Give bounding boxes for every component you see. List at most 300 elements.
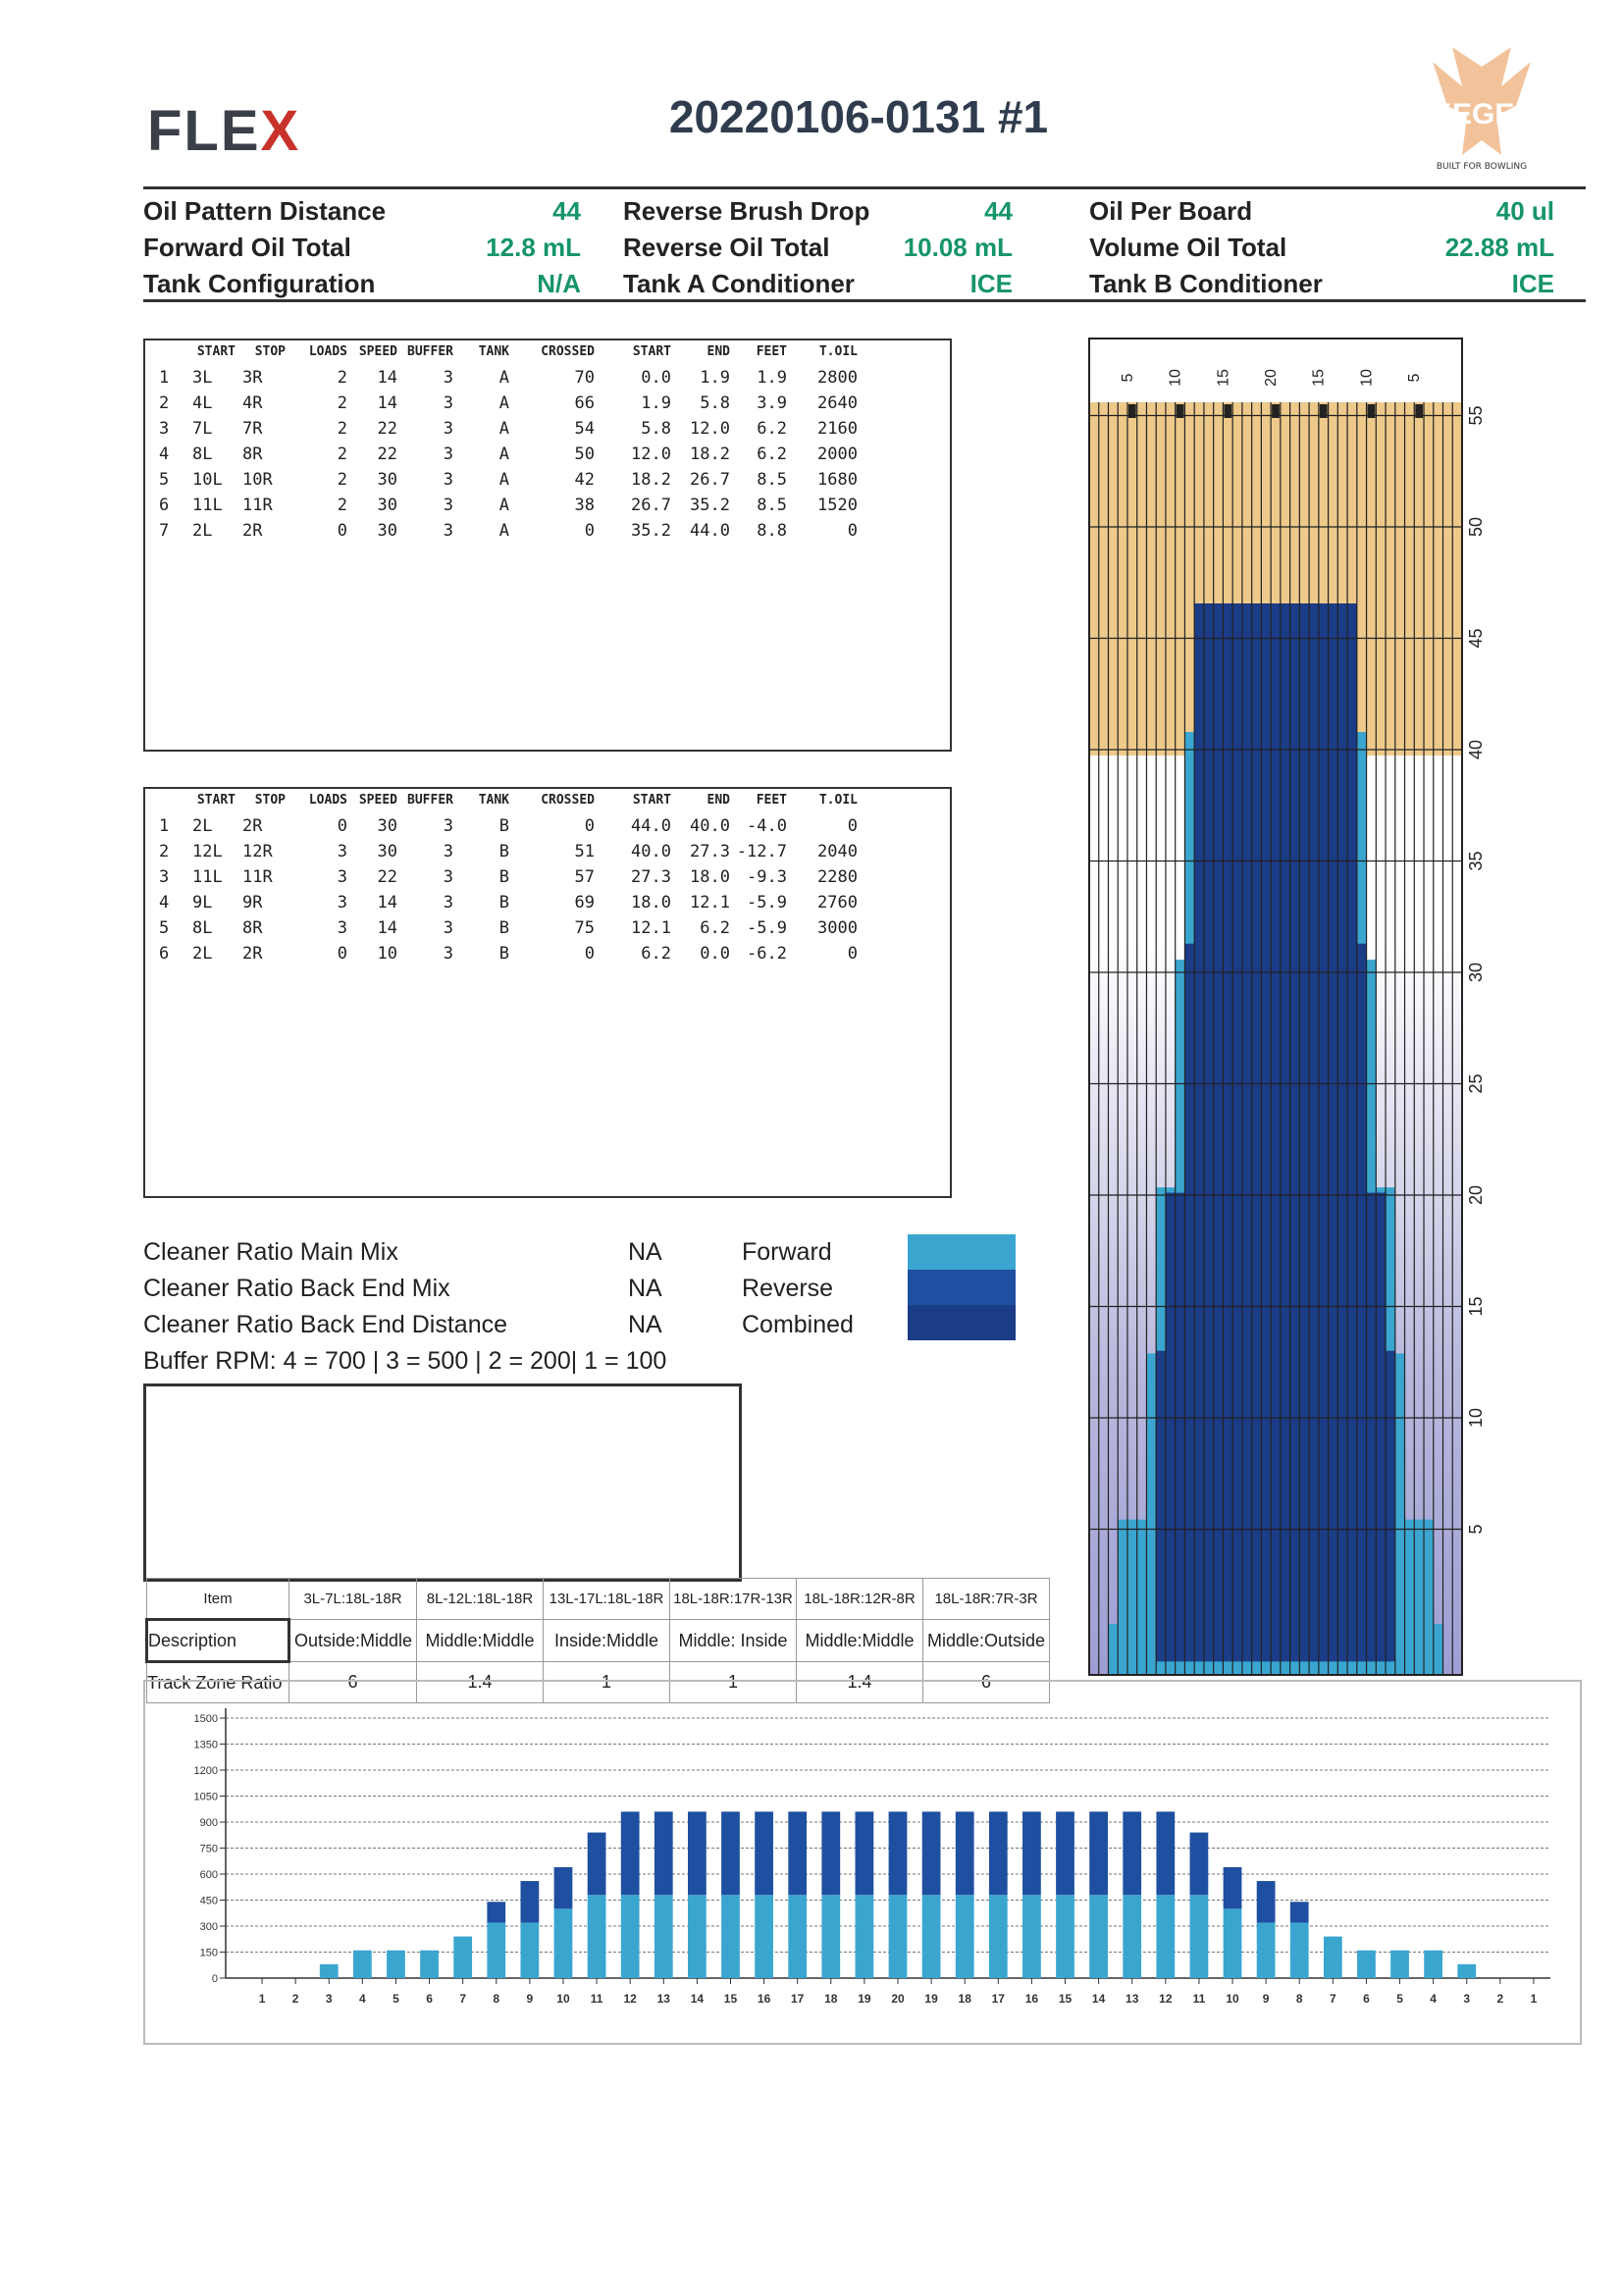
table-cell: 44.0 xyxy=(631,816,671,836)
chart-bar-reverse xyxy=(1123,1811,1141,1895)
table-cell: 18.0 xyxy=(690,867,730,887)
lane-distance-label: 30 xyxy=(1466,962,1486,983)
table-cell: A xyxy=(498,368,509,388)
zone-cell: Middle:Outside xyxy=(923,1620,1050,1662)
lane-reverse-oil xyxy=(1232,603,1242,1661)
chart-bar-forward xyxy=(1457,1964,1476,1978)
table-column-header: BUFFER xyxy=(407,793,453,808)
cleaner-back-value: NA xyxy=(628,1275,662,1302)
table-cell: 14 xyxy=(377,918,397,938)
table-cell: 18.2 xyxy=(690,444,730,464)
zone-cell: Outside:Middle xyxy=(289,1620,417,1662)
table-column-header: START xyxy=(632,344,671,359)
brand-name: KEGEL xyxy=(1431,98,1533,130)
table-cell: 26.7 xyxy=(690,470,730,490)
table-cell: A xyxy=(498,496,509,515)
chart-bar-forward xyxy=(688,1895,707,1978)
chart-bar-reverse xyxy=(487,1902,505,1922)
table-column-header: TANK xyxy=(478,793,509,808)
table-cell: 4 xyxy=(159,444,170,464)
table-column-header: CROSSED xyxy=(541,344,595,359)
chart-bar-forward xyxy=(387,1951,405,1978)
chart-x-tick-label: 2 xyxy=(1496,1992,1504,2006)
table-cell: 2 xyxy=(159,842,170,861)
legend-reverse-swatch xyxy=(908,1270,1016,1305)
table-cell: 0 xyxy=(337,521,347,541)
table-cell: 11L xyxy=(192,496,223,515)
table-cell: 8R xyxy=(242,918,263,938)
chart-x-tick-label: 2 xyxy=(291,1992,299,2006)
lane-reverse-oil xyxy=(1166,1193,1176,1662)
summary-label: Tank B Conditioner xyxy=(1089,269,1323,298)
table-cell: 30 xyxy=(377,816,397,836)
logo-x: X xyxy=(260,99,301,163)
cleaner-dist-label: Cleaner Ratio Back End Distance xyxy=(143,1311,508,1338)
table-column-header: T.OIL xyxy=(818,793,858,808)
chart-x-tick-label: 13 xyxy=(656,1992,670,2006)
table-cell: 27.3 xyxy=(631,867,671,887)
chart-bar-reverse xyxy=(989,1811,1008,1895)
chart-y-tick-label: 750 xyxy=(199,1843,218,1855)
table-cell: 14 xyxy=(377,368,397,388)
table-cell: 2R xyxy=(242,944,263,964)
brand-tagline: BUILT FOR BOWLING xyxy=(1436,162,1528,172)
chart-bar-reverse xyxy=(721,1811,740,1895)
lane-distance-label: 45 xyxy=(1466,628,1486,649)
table-cell: 6.2 xyxy=(757,419,787,439)
table-cell: 2760 xyxy=(817,893,858,913)
lane-distance-label: 10 xyxy=(1466,1407,1486,1429)
lane-distance-label: 15 xyxy=(1466,1296,1486,1317)
chart-x-tick-label: 6 xyxy=(426,1992,433,2006)
chart-bar-reverse xyxy=(922,1811,941,1895)
table-cell: 3 xyxy=(337,893,347,913)
lane-reverse-oil xyxy=(1261,603,1271,1661)
chart-x-tick-label: 13 xyxy=(1126,1992,1139,2006)
table-cell: B xyxy=(498,893,509,913)
summary-value: 12.8 mL xyxy=(486,233,581,262)
zone-cell: 1 xyxy=(670,1662,797,1703)
table-column-header: SPEED xyxy=(358,344,397,359)
table-cell: 3R xyxy=(242,368,263,388)
chart-x-tick-label: 9 xyxy=(1262,1992,1270,2006)
table-cell: 0.0 xyxy=(700,944,730,964)
chart-x-tick-label: 1 xyxy=(1530,1992,1538,2006)
table-cell: 2L xyxy=(192,944,213,964)
chart-bar-forward xyxy=(1424,1951,1442,1978)
table-cell: 2 xyxy=(337,419,347,439)
table-cell: A xyxy=(498,444,509,464)
lane-reverse-oil xyxy=(1309,603,1319,1661)
chart-bar-reverse xyxy=(520,1881,539,1922)
zone-row-label: Track Zone Ratio xyxy=(147,1662,289,1703)
table-cell: 5.8 xyxy=(700,393,730,413)
table-cell: 40.0 xyxy=(631,842,671,861)
zone-cell: 1 xyxy=(544,1662,670,1703)
table-cell: 0 xyxy=(847,816,858,836)
lane-board-label: 10 xyxy=(1358,369,1376,387)
table-cell: 2R xyxy=(242,521,263,541)
table-cell: 2000 xyxy=(817,444,858,464)
zone-cell: 8L-12L:18L-18R xyxy=(417,1579,544,1620)
cleaner-back-label: Cleaner Ratio Back End Mix xyxy=(143,1275,450,1302)
lane-board-label: 5 xyxy=(1406,373,1424,383)
lane-board-label: 15 xyxy=(1310,369,1328,387)
kegel-eagle-logo xyxy=(1413,47,1550,175)
table-cell: 66 xyxy=(574,393,595,413)
table-cell: -9.3 xyxy=(747,867,787,887)
lane-forward-oil xyxy=(1414,1520,1424,1675)
summary-label: Reverse Oil Total xyxy=(623,233,830,262)
chart-bar-forward xyxy=(989,1895,1008,1978)
table-cell: 4R xyxy=(242,393,263,413)
chart-x-tick-label: 1 xyxy=(258,1992,266,2006)
table-cell: 14 xyxy=(377,393,397,413)
chart-y-tick-label: 1500 xyxy=(193,1713,218,1725)
chart-bar-forward xyxy=(1357,1951,1376,1978)
chart-bar-forward xyxy=(1290,1922,1309,1978)
lane-forward-oil xyxy=(1127,1520,1137,1675)
chart-bar-forward xyxy=(1123,1895,1141,1978)
chart-x-tick-label: 15 xyxy=(723,1992,738,2006)
table-cell: B xyxy=(498,918,509,938)
lane-reverse-oil xyxy=(1223,603,1232,1661)
chart-bar-reverse xyxy=(1290,1902,1309,1922)
chart-bar-reverse xyxy=(1089,1811,1108,1895)
chart-x-tick-label: 19 xyxy=(924,1992,938,2006)
chart-bar-forward xyxy=(1089,1895,1108,1978)
table-cell: 5 xyxy=(159,470,170,490)
table-column-header: LOADS xyxy=(308,793,347,808)
lane-forward-oil xyxy=(1137,1520,1147,1675)
summary-value: N/A xyxy=(537,269,581,298)
table-cell: A xyxy=(498,393,509,413)
table-cell: 1.9 xyxy=(700,368,730,388)
table-cell: 2 xyxy=(337,393,347,413)
oil-per-board-chart xyxy=(147,1684,1580,2041)
table-cell: 12.1 xyxy=(631,918,671,938)
table-cell: A xyxy=(498,470,509,490)
table-cell: 0 xyxy=(337,816,347,836)
table-cell: 35.2 xyxy=(631,521,671,541)
table-cell: 2 xyxy=(337,444,347,464)
chart-bar-forward xyxy=(956,1895,974,1978)
table-cell: 75 xyxy=(574,918,595,938)
table-cell: 54 xyxy=(574,419,595,439)
table-cell: 0 xyxy=(584,816,595,836)
chart-bar-forward xyxy=(1257,1922,1276,1978)
table-cell: 3 xyxy=(443,816,453,836)
lane-reverse-oil xyxy=(1329,603,1338,1661)
chart-x-tick-label: 10 xyxy=(556,1992,570,2006)
table-cell: 4 xyxy=(159,893,170,913)
chart-bar-reverse xyxy=(1022,1811,1041,1895)
table-cell: 69 xyxy=(574,893,595,913)
chart-bar-reverse xyxy=(1056,1811,1074,1895)
table-cell: 11R xyxy=(242,496,273,515)
table-cell: 6 xyxy=(159,944,170,964)
table-cell: 12.0 xyxy=(690,419,730,439)
table-column-header: LOADS xyxy=(308,344,347,359)
table-cell: 3 xyxy=(337,867,347,887)
chart-x-tick-label: 12 xyxy=(1159,1992,1173,2006)
table-cell: 3 xyxy=(443,419,453,439)
table-cell: -4.0 xyxy=(747,816,787,836)
lane-distance-label: 40 xyxy=(1466,739,1486,760)
table-cell: 70 xyxy=(574,368,595,388)
chart-x-tick-label: 11 xyxy=(1192,1992,1206,2006)
table-column-header: STOP xyxy=(254,793,286,808)
chart-bar-forward xyxy=(621,1895,640,1978)
lane-reverse-oil xyxy=(1176,1193,1185,1662)
lane-distance-label: 5 xyxy=(1466,1524,1486,1535)
table-cell: 4L xyxy=(192,393,213,413)
chart-bar-reverse xyxy=(856,1811,874,1895)
table-cell: 38 xyxy=(574,496,595,515)
table-cell: 2 xyxy=(337,368,347,388)
table-cell: 8.5 xyxy=(757,496,787,515)
table-cell: -6.2 xyxy=(747,944,787,964)
chart-bar-forward xyxy=(520,1922,539,1978)
table-cell: 6.2 xyxy=(757,444,787,464)
table-cell: 0 xyxy=(847,521,858,541)
zone-cell: 18L-18R:7R-3R xyxy=(923,1579,1050,1620)
chart-x-tick-label: 6 xyxy=(1363,1992,1370,2006)
lane-reverse-oil xyxy=(1290,603,1300,1661)
table-cell: 10R xyxy=(242,470,273,490)
lane-distance-label: 25 xyxy=(1466,1073,1486,1094)
summary-value: ICE xyxy=(969,269,1013,298)
chart-bar-reverse xyxy=(956,1811,974,1895)
lane-reverse-oil xyxy=(1367,1193,1377,1662)
chart-bar-forward xyxy=(1156,1895,1175,1978)
chart-bar-reverse xyxy=(788,1811,807,1895)
chart-x-tick-label: 3 xyxy=(325,1992,333,2006)
table-cell: 2L xyxy=(192,521,213,541)
summary-label: Oil Per Board xyxy=(1089,196,1253,226)
lane-reverse-oil xyxy=(1214,603,1224,1661)
chart-bar-reverse xyxy=(688,1811,707,1895)
chart-bar-reverse xyxy=(821,1811,840,1895)
table-cell: 2 xyxy=(337,496,347,515)
table-cell: 12R xyxy=(242,842,273,861)
chart-bar-forward xyxy=(821,1895,840,1978)
table-column-header: FEET xyxy=(756,793,787,808)
summary-value: ICE xyxy=(1511,269,1554,298)
lane-forward-oil xyxy=(1405,1520,1415,1675)
cleaner-main-value: NA xyxy=(628,1238,662,1266)
chart-bar-forward xyxy=(1056,1895,1074,1978)
chart-bar-forward xyxy=(353,1951,372,1978)
chart-bar-forward xyxy=(889,1895,908,1978)
lane-reverse-oil xyxy=(1156,1351,1166,1662)
chart-y-tick-label: 1200 xyxy=(193,1765,218,1777)
chart-x-tick-label: 18 xyxy=(824,1992,838,2006)
zone-description-row xyxy=(147,1620,1050,1662)
logo-text: FLE xyxy=(147,99,261,163)
legend-reverse-label: Reverse xyxy=(742,1275,834,1302)
table-cell: 3 xyxy=(159,867,170,887)
zone-cell: 3L-7L:18L-18R xyxy=(289,1579,417,1620)
chart-bar-forward xyxy=(1190,1895,1209,1978)
table-cell: 3L xyxy=(192,368,213,388)
table-cell: 40.0 xyxy=(690,816,730,836)
table-cell: 18.2 xyxy=(631,470,671,490)
chart-y-tick-label: 0 xyxy=(211,1973,218,1985)
table-cell: 30 xyxy=(377,842,397,861)
table-cell: 2160 xyxy=(817,419,858,439)
lane-reverse-oil xyxy=(1184,944,1194,1662)
table-cell: 2280 xyxy=(817,867,858,887)
chart-bar-forward xyxy=(588,1895,606,1978)
table-cell: 3 xyxy=(443,496,453,515)
table-cell: 8.5 xyxy=(757,470,787,490)
table-cell: 9R xyxy=(242,893,263,913)
lane-reverse-oil xyxy=(1242,603,1252,1661)
zone-cell: 6 xyxy=(289,1662,417,1703)
table-cell: 7L xyxy=(192,419,213,439)
chart-bar-forward xyxy=(1324,1937,1342,1978)
cleaner-main-label: Cleaner Ratio Main Mix xyxy=(143,1238,398,1266)
lane-reverse-oil xyxy=(1252,603,1262,1661)
table-cell: B xyxy=(498,842,509,861)
chart-bar-reverse xyxy=(588,1833,606,1896)
table-column-header: STOP xyxy=(254,344,286,359)
table-cell: 3 xyxy=(443,393,453,413)
legend-combined-label: Combined xyxy=(742,1311,854,1338)
table-cell: B xyxy=(498,944,509,964)
chart-x-tick-label: 9 xyxy=(526,1992,534,2006)
table-cell: 0 xyxy=(847,944,858,964)
chart-x-tick-label: 7 xyxy=(1329,1992,1336,2006)
zone-header-row xyxy=(147,1579,1050,1620)
chart-bar-forward xyxy=(654,1895,673,1978)
lane-forward-oil xyxy=(1424,1520,1434,1675)
table-cell: 1520 xyxy=(817,496,858,515)
chart-bar-forward xyxy=(721,1895,740,1978)
chart-bar-reverse xyxy=(755,1811,773,1895)
table-cell: 5.8 xyxy=(641,419,671,439)
header-rule-top xyxy=(143,186,1586,189)
zone-cell: 1.4 xyxy=(797,1662,923,1703)
table-cell: 51 xyxy=(574,842,595,861)
table-cell: 7 xyxy=(159,521,170,541)
chart-bar-forward xyxy=(1224,1908,1242,1978)
chart-x-tick-label: 15 xyxy=(1058,1992,1073,2006)
table-cell: 3 xyxy=(443,842,453,861)
chart-y-tick-label: 1350 xyxy=(193,1739,218,1751)
table-cell: 35.2 xyxy=(690,496,730,515)
chart-y-tick-label: 450 xyxy=(199,1895,218,1907)
table-cell: A xyxy=(498,419,509,439)
summary-value: 10.08 mL xyxy=(903,233,1013,262)
table-cell: 9L xyxy=(192,893,213,913)
lane-board-label: 15 xyxy=(1215,369,1232,387)
table-column-header: TANK xyxy=(478,344,509,359)
zone-cell: Middle:Middle xyxy=(417,1620,544,1662)
chart-x-tick-label: 3 xyxy=(1463,1992,1471,2006)
lane-forward-oil xyxy=(1395,1353,1405,1675)
lane-board-label: 20 xyxy=(1263,369,1280,387)
lane-reverse-oil xyxy=(1194,603,1204,1661)
zone-cell: 1.4 xyxy=(417,1662,544,1703)
chart-bar-reverse xyxy=(1224,1867,1242,1908)
table-cell: 3 xyxy=(443,944,453,964)
table-cell: 2 xyxy=(159,393,170,413)
lane-reverse-oil xyxy=(1204,603,1214,1661)
lane-forward-oil xyxy=(1118,1520,1127,1675)
zone-cell: Middle: Inside xyxy=(670,1620,797,1662)
table-cell: 2R xyxy=(242,816,263,836)
chart-x-tick-label: 10 xyxy=(1226,1992,1239,2006)
summary-label: Reverse Brush Drop xyxy=(623,196,870,226)
chart-bar-reverse xyxy=(889,1811,908,1895)
table-cell: A xyxy=(498,521,509,541)
table-cell: 0 xyxy=(584,944,595,964)
chart-bar-reverse xyxy=(621,1811,640,1895)
lane-reverse-oil xyxy=(1319,603,1329,1661)
lane-board-label: 10 xyxy=(1167,369,1184,387)
notes-box xyxy=(143,1383,742,1582)
pattern-title: 20220106-0131 #1 xyxy=(668,91,1049,142)
table-column-header: FEET xyxy=(756,344,787,359)
chart-bar-forward xyxy=(420,1951,439,1978)
table-cell: 7R xyxy=(242,419,263,439)
table-cell: 3000 xyxy=(817,918,858,938)
table-cell: 3 xyxy=(443,867,453,887)
table-cell: 11R xyxy=(242,867,273,887)
table-cell: 22 xyxy=(377,419,397,439)
chart-x-tick-label: 8 xyxy=(493,1992,500,2006)
summary-value: 44 xyxy=(552,196,581,226)
zone-cell: 13L-17L:18L-18R xyxy=(544,1579,670,1620)
chart-x-tick-label: 20 xyxy=(891,1992,905,2006)
table-cell: 6.2 xyxy=(641,944,671,964)
zone-row-label: Description xyxy=(147,1620,289,1662)
chart-bar-forward xyxy=(487,1922,505,1978)
chart-bar-forward xyxy=(554,1908,573,1978)
table-cell: 3 xyxy=(443,521,453,541)
table-column-header: START xyxy=(196,344,236,359)
chart-bar-forward xyxy=(788,1895,807,1978)
table-cell: 1 xyxy=(159,368,170,388)
chart-x-tick-label: 5 xyxy=(1396,1992,1403,2006)
chart-x-tick-label: 11 xyxy=(590,1992,603,2006)
lane-distance-label: 50 xyxy=(1466,516,1486,538)
lane-reverse-oil xyxy=(1271,603,1281,1661)
table-cell: 2640 xyxy=(817,393,858,413)
table-cell: 26.7 xyxy=(631,496,671,515)
zone-row-label: Item xyxy=(147,1579,289,1620)
table-cell: 3 xyxy=(337,842,347,861)
lane-distance-label: 20 xyxy=(1466,1184,1486,1206)
lane-reverse-oil xyxy=(1299,603,1309,1661)
table-column-header: START xyxy=(196,793,236,808)
table-cell: 57 xyxy=(574,867,595,887)
table-cell: 3 xyxy=(159,419,170,439)
summary-value: 22.88 mL xyxy=(1444,233,1554,262)
table-cell: 1.9 xyxy=(641,393,671,413)
chart-x-tick-label: 7 xyxy=(459,1992,467,2006)
table-cell: 12.0 xyxy=(631,444,671,464)
table-cell: 10L xyxy=(192,470,223,490)
table-cell: 11L xyxy=(192,867,223,887)
lane-forward-oil xyxy=(1108,1624,1118,1675)
chart-x-tick-label: 18 xyxy=(958,1992,971,2006)
forward-table xyxy=(143,339,952,731)
reverse-table xyxy=(143,787,952,1179)
table-cell: 12.1 xyxy=(690,893,730,913)
